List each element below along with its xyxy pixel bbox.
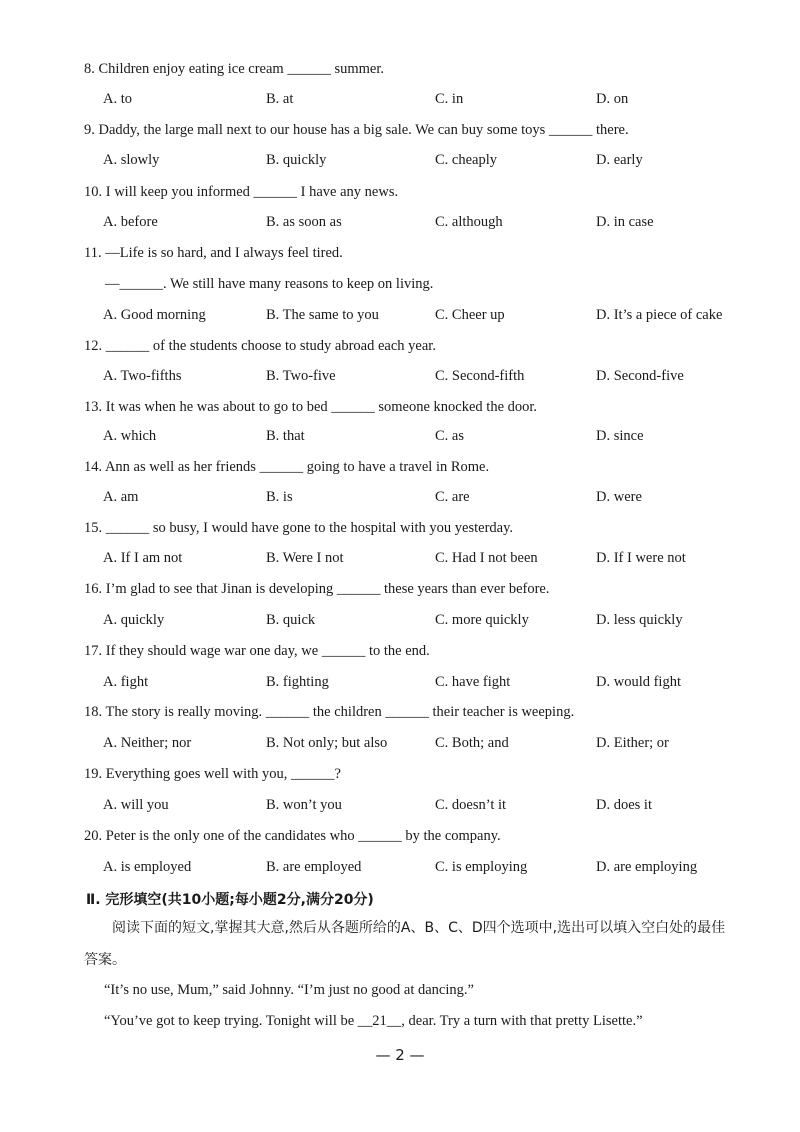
option-d: D. were	[596, 489, 642, 505]
option-d: D. Second-five	[596, 368, 684, 384]
question-17: 17. If they should wage war one day, we ______ to the end.	[84, 643, 430, 659]
option-a: A. is employed	[103, 859, 192, 875]
option-b: B. won’t you	[266, 797, 342, 813]
question-8-options	[103, 91, 783, 111]
page-number: — 2 —	[375, 1046, 425, 1064]
option-c: C. is employing	[435, 859, 528, 875]
question-18-options	[103, 735, 783, 755]
passage-line-2: “You’ve got to keep trying. Tonight will be __21__, dear. Try a turn with that pretty Lisette.”	[104, 1013, 643, 1029]
option-b: B. Were I not	[266, 550, 344, 566]
question-17-options	[103, 674, 783, 694]
section-instructions: 阅读下面的短文,掌握其大意,然后从各题所给的A、B、C、D四个选项中,选出可以填入空白处的最佳答案。	[84, 920, 726, 968]
option-c: C. more quickly	[435, 612, 529, 628]
option-b: B. quickly	[266, 152, 327, 168]
passage-line-1: “It’s no use, Mum,” said Johnny. “I’m just no good at dancing.”	[104, 982, 474, 998]
question-15-options	[103, 550, 783, 570]
option-c: C. Both; and	[435, 735, 509, 751]
option-d: D. Either; or	[596, 735, 669, 751]
option-a: A. to	[103, 91, 132, 107]
question-13: 13. It was when he was about to go to bed ______ someone knocked the door.	[84, 399, 538, 415]
question-11-options	[103, 307, 783, 327]
option-a: A. fight	[103, 674, 149, 690]
option-a: A. Good morning	[103, 307, 206, 323]
section-title: Ⅱ. 完形填空(共10小题;每小题2分,满分20分)	[86, 892, 374, 908]
option-b: B. Two-five	[266, 368, 336, 384]
option-d: D. It’s a piece of cake	[596, 307, 723, 323]
option-c: C. are	[435, 489, 470, 505]
question-16: 16. I’m glad to see that Jinan is developing ______ these years than ever before.	[84, 581, 550, 597]
option-c: C. in	[435, 91, 464, 107]
option-b: B. Not only; but also	[266, 735, 388, 751]
option-d: D. are employing	[596, 859, 698, 875]
option-a: A. which	[103, 428, 157, 444]
question-14: 14. Ann as well as her friends ______ going to have a travel in Rome.	[84, 459, 490, 475]
option-a: A. quickly	[103, 612, 165, 628]
option-c: C. Second-fifth	[435, 368, 525, 384]
question-20-options	[103, 859, 783, 879]
option-a: A. will you	[103, 797, 169, 813]
question-19-options	[103, 797, 783, 817]
option-a: A. Two-fifths	[103, 368, 182, 384]
option-d: D. If I were not	[596, 550, 686, 566]
option-b: B. is	[266, 489, 293, 505]
question-15: 15. ______ so busy, I would have gone to the hospital with you yesterday.	[84, 520, 514, 536]
question-11-response: —______. We still have many reasons to keep on living.	[105, 276, 434, 292]
question-13-options	[103, 428, 783, 448]
option-b: B. at	[266, 91, 294, 107]
option-c: C. Cheer up	[435, 307, 505, 323]
option-c: C. have fight	[435, 674, 511, 690]
option-b: B. that	[266, 428, 305, 444]
option-c: C. Had I not been	[435, 550, 538, 566]
option-c: C. doesn’t it	[435, 797, 507, 813]
option-d: D. in case	[596, 214, 654, 230]
question-16-options	[103, 612, 783, 632]
question-11: 11. —Life is so hard, and I always feel tired.	[84, 245, 343, 261]
option-a: A. Neither; nor	[103, 735, 192, 751]
option-d: D. early	[596, 152, 643, 168]
question-8: 8. Children enjoy eating ice cream ______ summer.	[84, 61, 384, 77]
option-a: A. slowly	[103, 152, 160, 168]
option-a: A. If I am not	[103, 550, 183, 566]
option-d: D. on	[596, 91, 629, 107]
option-a: A. am	[103, 489, 139, 505]
question-9: 9. Daddy, the large mall next to our house has a big sale. We can buy some toys ______ there.	[84, 122, 629, 138]
question-12-options	[103, 368, 783, 388]
option-d: D. since	[596, 428, 644, 444]
option-b: B. The same to you	[266, 307, 379, 323]
option-b: B. as soon as	[266, 214, 342, 230]
option-d: D. does it	[596, 797, 652, 813]
question-12: 12. ______ of the students choose to study abroad each year.	[84, 338, 436, 354]
question-10-options	[103, 214, 783, 234]
option-c: C. cheaply	[435, 152, 498, 168]
question-10: 10. I will keep you informed ______ I have any news.	[84, 184, 399, 200]
question-18: 18. The story is really moving. ______ the children ______ their teacher is weeping.	[84, 704, 575, 720]
question-9-options	[103, 152, 783, 172]
question-19: 19. Everything goes well with you, ______?	[84, 766, 341, 782]
option-b: B. fighting	[266, 674, 329, 690]
question-14-options	[103, 489, 783, 509]
option-d: D. would fight	[596, 674, 681, 690]
option-a: A. before	[103, 214, 158, 230]
option-c: C. as	[435, 428, 464, 444]
option-b: B. quick	[266, 612, 316, 628]
option-b: B. are employed	[266, 859, 362, 875]
option-d: D. less quickly	[596, 612, 683, 628]
option-c: C. although	[435, 214, 503, 230]
question-20: 20. Peter is the only one of the candidates who ______ by the company.	[84, 828, 501, 844]
